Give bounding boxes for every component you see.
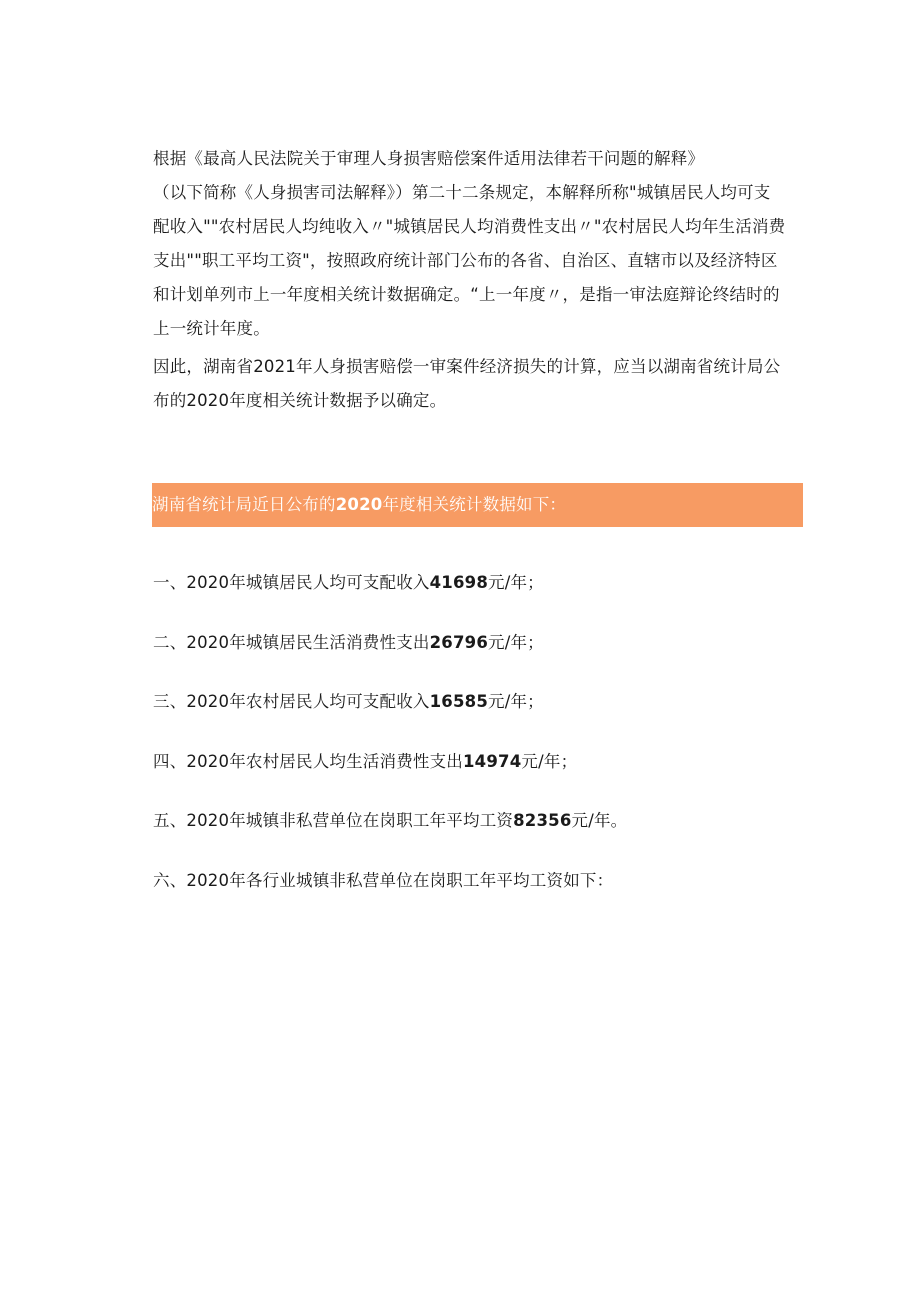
paragraph-line: 上一统计年度。	[153, 319, 270, 338]
item-label: 四、2020年农村居民人均生活消费性支出	[153, 751, 463, 771]
list-item	[153, 804, 803, 864]
paragraph-line: 布的2020年度相关统计数据予以确定。	[153, 391, 447, 410]
item-unit: 元/年；	[521, 751, 578, 771]
statistics-list	[153, 566, 803, 923]
banner-prefix: 湖南省统计局近日公布的	[152, 495, 336, 514]
item-unit: 元/年；	[488, 573, 544, 592]
item-label: 一、2020年城镇居民人均可支配收入	[153, 573, 430, 592]
list-item	[153, 745, 803, 805]
list-item	[153, 566, 803, 626]
list-item	[153, 626, 803, 686]
item-value: 14974	[463, 751, 522, 771]
item-value: 41698	[429, 573, 488, 592]
item-unit: 元/年。	[571, 811, 628, 830]
paragraph-line: 支出""职工平均工资"，按照政府统计部门公布的各省、自治区、直辖市以及经济特区	[153, 251, 778, 270]
item-label: 五、2020年城镇非私营单位在岗职工年平均工资	[153, 811, 514, 830]
banner-year: 2020	[335, 495, 383, 514]
paragraph-line: 配收入""农村居民人均纯收入〃"城镇居民人均消费性支出〃"农村居民人均年生活消费	[153, 217, 786, 236]
item-label: 二、2020年城镇居民生活消费性支出	[153, 632, 430, 652]
list-item	[153, 864, 803, 924]
conclusion-paragraph	[153, 350, 803, 418]
legal-basis-paragraph	[153, 142, 803, 346]
paragraph-line: 因此，湖南省2021年人身损害赔偿一审案件经济损失的计算，应当以湖南省统计局公	[153, 357, 781, 376]
section-banner	[152, 483, 803, 527]
item-value: 26796	[429, 632, 488, 652]
item-unit: 元/年；	[488, 632, 544, 652]
item-label: 三、2020年农村居民人均可支配收入	[153, 692, 430, 711]
paragraph-line: 根据《最高人民法院关于审理人身损害赔偿案件适用法律若干问题的解释》	[153, 149, 705, 168]
paragraph-line: （以下简称《人身损害司法解释》）第二十二条规定，本解释所称"城镇居民人均可支	[153, 183, 771, 202]
list-item	[153, 685, 803, 745]
item-label: 六、2020年各行业城镇非私营单位在岗职工年平均工资如下：	[153, 870, 614, 890]
item-unit: 元/年；	[488, 692, 544, 711]
banner-suffix: 年度相关统计数据如下：	[382, 495, 567, 514]
item-value: 82356	[513, 811, 572, 830]
item-value: 16585	[429, 692, 488, 711]
paragraph-line: 和计划单列市上一年度相关统计数据确定。“上一年度〃，是指一审法庭辩论终结时的	[153, 285, 780, 304]
